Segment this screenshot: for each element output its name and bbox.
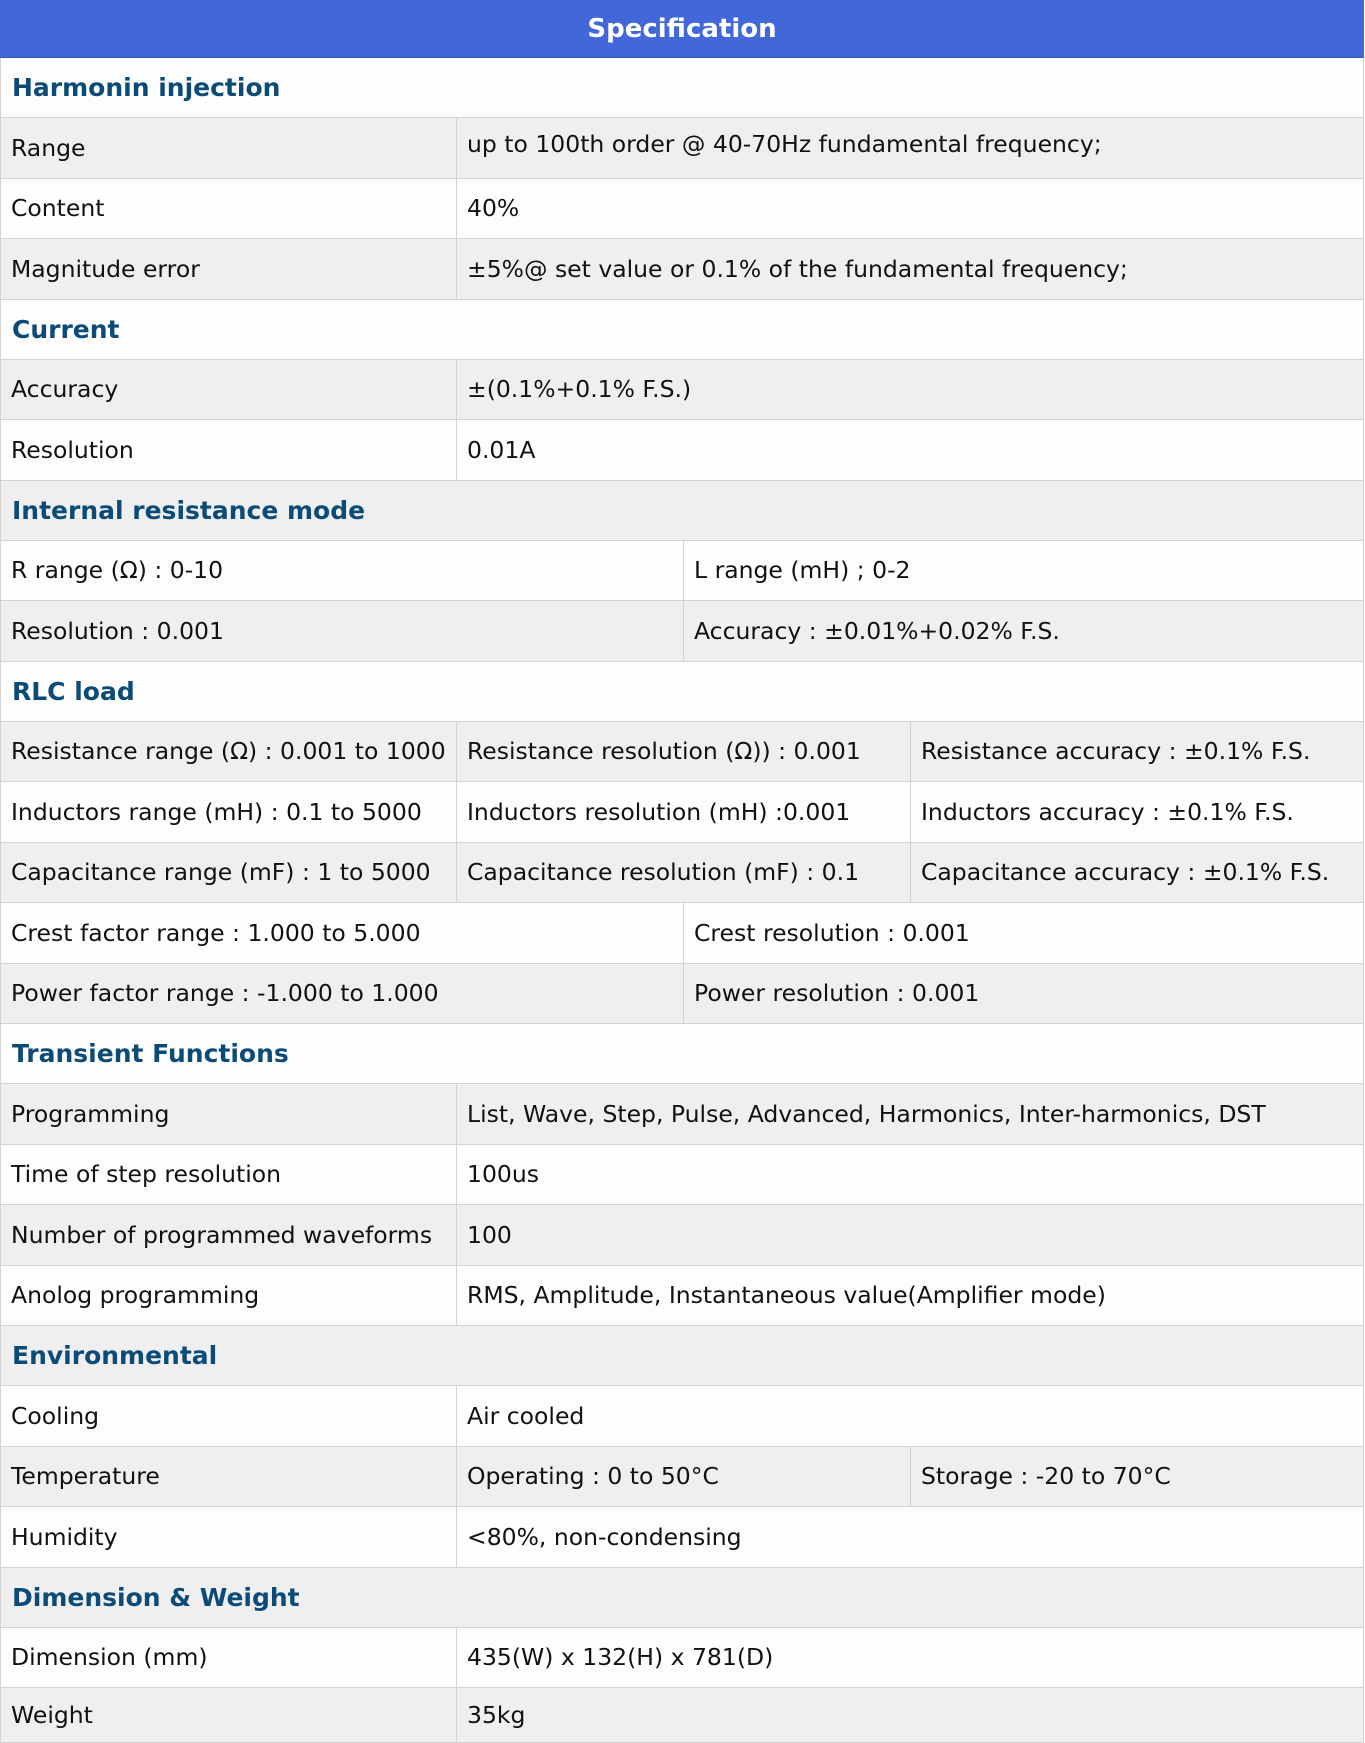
- table-row: [0, 1447, 1364, 1508]
- table-row: [0, 179, 1364, 240]
- section-heading-rlc-load: RLC load: [0, 662, 1364, 722]
- row-left-value: Crest factor range : 1.000 to 5.000: [11, 918, 421, 947]
- operating-temperature: Operating : 0 to 50°C: [456, 1447, 910, 1507]
- row-label: Humidity: [11, 1522, 118, 1551]
- rlc-range: Capacitance range (mF) : 1 to 5000: [11, 858, 431, 887]
- row-value: 40%: [456, 179, 1363, 239]
- row-right-value: L range (mH) ; 0-2: [683, 541, 1363, 601]
- table-row: [0, 843, 1364, 904]
- rlc-accuracy: Capacitance accuracy : ±0.1% F.S.: [910, 843, 1363, 903]
- rlc-resolution: Capacitance resolution (mF) : 0.1: [456, 843, 910, 903]
- row-right-value: Accuracy : ±0.01%+0.02% F.S.: [683, 601, 1363, 661]
- table-row: [0, 1628, 1364, 1689]
- row-label: Range: [11, 133, 86, 162]
- row-value: ±5%@ set value or 0.1% of the fundamental frequency;: [456, 239, 1363, 299]
- table-row: [0, 360, 1364, 421]
- section-heading-dimension-weight: Dimension & Weight: [0, 1568, 1364, 1628]
- row-value: 100: [456, 1205, 1363, 1265]
- table-row: [0, 1688, 1364, 1743]
- storage-temperature: Storage : -20 to 70°C: [910, 1447, 1363, 1507]
- row-label: Dimension (mm): [11, 1643, 208, 1672]
- row-value: 100us: [456, 1145, 1363, 1205]
- table-row: [0, 118, 1364, 179]
- table-row: [0, 1145, 1364, 1206]
- table-row: [0, 420, 1364, 481]
- row-label: Number of programmed waveforms: [11, 1220, 433, 1249]
- table-row: [0, 1266, 1364, 1327]
- table-row: [0, 601, 1364, 662]
- table-row: [0, 782, 1364, 843]
- row-value: Air cooled: [456, 1386, 1363, 1446]
- row-value: <80%, non-condensing: [456, 1507, 1363, 1567]
- table-row: [0, 541, 1364, 602]
- row-value: up to 100th order @ 40-70Hz fundamental frequency;: [456, 118, 1363, 178]
- row-label: Weight: [11, 1701, 93, 1729]
- row-left-value: Resolution : 0.001: [11, 616, 224, 645]
- section-heading-current: Current: [0, 300, 1364, 360]
- table-row: [0, 239, 1364, 300]
- row-label: Anolog programming: [11, 1281, 260, 1310]
- rlc-resolution: Resistance resolution (Ω)) : 0.001: [456, 722, 910, 782]
- row-label: Resolution: [11, 435, 134, 464]
- table-row: [0, 1386, 1364, 1447]
- rlc-resolution: Inductors resolution (mH) :0.001: [456, 782, 910, 842]
- table-row: [0, 903, 1364, 964]
- table-row: [0, 1507, 1364, 1568]
- row-right-value: Power resolution : 0.001: [683, 964, 1363, 1024]
- row-left-value: R range (Ω) : 0-10: [11, 556, 224, 585]
- row-label: Cooling: [11, 1401, 100, 1430]
- row-value: ±(0.1%+0.1% F.S.): [456, 360, 1363, 420]
- row-label: Programming: [11, 1099, 170, 1128]
- rlc-accuracy: Resistance accuracy : ±0.1% F.S.: [910, 722, 1363, 782]
- row-label: Accuracy: [11, 375, 119, 404]
- table-row: [0, 1205, 1364, 1266]
- rlc-range: Inductors range (mH) : 0.1 to 5000: [11, 797, 422, 826]
- rlc-accuracy: Inductors accuracy : ±0.1% F.S.: [910, 782, 1363, 842]
- row-value: 0.01A: [456, 420, 1363, 480]
- row-left-value: Power factor range : -1.000 to 1.000: [11, 979, 439, 1008]
- row-label: Temperature: [11, 1462, 160, 1491]
- section-heading-environmental: Environmental: [0, 1326, 1364, 1386]
- row-value: 35kg: [456, 1688, 1363, 1742]
- row-right-value: Crest resolution : 0.001: [683, 903, 1363, 963]
- row-value: RMS, Amplitude, Instantaneous value(Amplifier mode): [456, 1266, 1363, 1326]
- row-value: List, Wave, Step, Pulse, Advanced, Harmonics, Inter-harmonics, DST: [456, 1084, 1363, 1144]
- section-heading-transient-functions: Transient Functions: [0, 1024, 1364, 1084]
- section-heading-internal-resistance: Internal resistance mode: [0, 481, 1364, 541]
- table-row: [0, 722, 1364, 783]
- table-row: [0, 1084, 1364, 1145]
- table-title: Specification: [0, 0, 1364, 58]
- section-heading-harmonic-injection: Harmonin injection: [0, 58, 1364, 118]
- row-value: 435(W) x 132(H) x 781(D): [456, 1628, 1363, 1688]
- row-label: Content: [11, 194, 105, 223]
- row-label: Magnitude error: [11, 254, 200, 283]
- row-label: Time of step resolution: [11, 1160, 282, 1189]
- rlc-range: Resistance range (Ω) : 0.001 to 1000: [11, 737, 446, 766]
- table-row: [0, 964, 1364, 1025]
